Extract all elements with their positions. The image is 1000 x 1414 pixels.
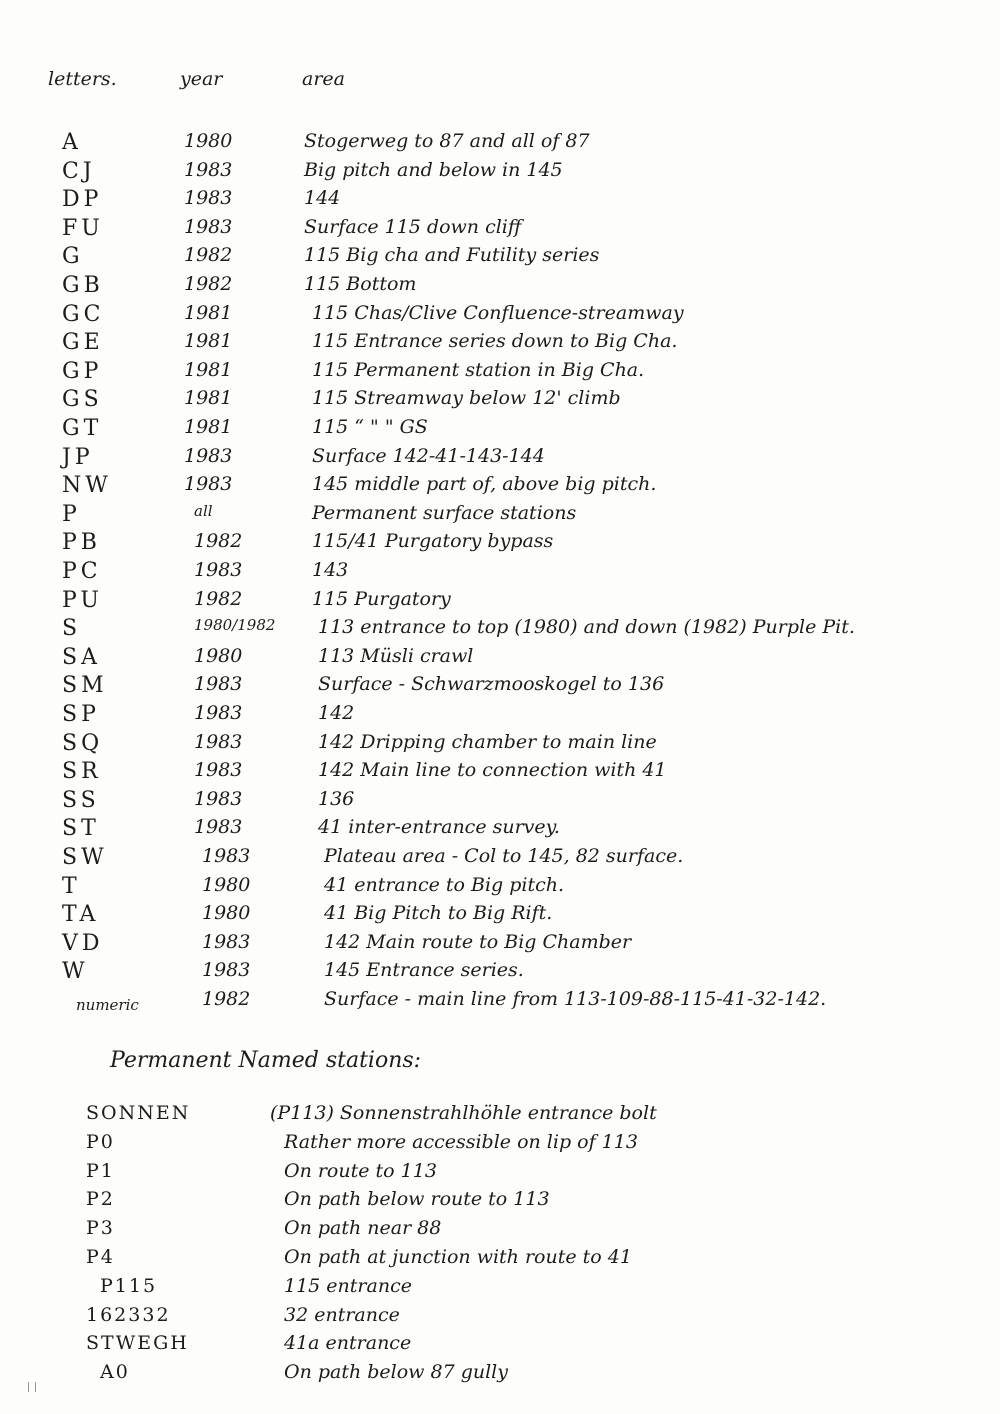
row-letters: SS	[62, 787, 100, 813]
row-area: 136	[318, 787, 355, 810]
station-name: P0	[86, 1130, 115, 1153]
table-row	[0, 759, 1000, 787]
list-item	[0, 1332, 1000, 1360]
table-row	[0, 330, 1000, 358]
row-area: 113 entrance to top (1980) and down (1982) Purple Pit.	[318, 616, 855, 639]
row-letters: W	[62, 959, 89, 985]
station-description: On path below route to 113	[284, 1188, 550, 1211]
row-area: 115 Chas/Clive Confluence-streamway	[312, 301, 684, 324]
row-letters: SA	[62, 644, 101, 670]
table-row	[0, 874, 1000, 902]
station-name: P3	[86, 1217, 115, 1240]
row-year: 1983	[202, 845, 251, 867]
row-year: 1983	[184, 187, 233, 210]
row-area: Plateau area - Col to 145, 82 surface.	[324, 845, 684, 867]
row-letters: GB	[62, 273, 104, 298]
row-year: 1983	[184, 158, 233, 181]
row-area: 144	[304, 187, 341, 210]
table-row	[0, 845, 1000, 873]
table-row	[0, 159, 1000, 187]
row-year: 1980	[202, 902, 251, 925]
row-letters: VD	[62, 930, 104, 956]
station-description: On path near 88	[284, 1217, 442, 1240]
table-row	[0, 445, 1000, 473]
station-name: SONNEN	[86, 1102, 191, 1124]
row-letters: JP	[62, 444, 94, 470]
station-name: 162332	[86, 1303, 171, 1326]
row-year: all	[194, 501, 213, 520]
table-row	[0, 988, 1000, 1016]
table-row	[0, 244, 1000, 272]
row-area: 115/41 Purgatory bypass	[312, 530, 554, 553]
row-letters: SQ	[62, 730, 104, 756]
row-area: Permanent surface stations	[312, 501, 577, 524]
row-letters: ST	[62, 816, 100, 842]
row-year: 1983	[194, 730, 243, 753]
row-area: 145 Entrance series.	[324, 959, 524, 982]
row-letters: SP	[62, 702, 100, 727]
row-year: 1980/1982	[194, 616, 276, 635]
table-row	[0, 130, 1000, 158]
list-item	[0, 1361, 1000, 1389]
station-description: Rather more accessible on lip of 113	[284, 1130, 638, 1153]
list-item	[0, 1160, 1000, 1188]
row-area: 41 Big Pitch to Big Rift.	[324, 902, 553, 925]
list-item	[0, 1246, 1000, 1274]
row-area: 115 Bottom	[304, 273, 417, 295]
list-item	[0, 1304, 1000, 1332]
row-letters: FU	[62, 215, 104, 241]
table-row	[0, 359, 1000, 387]
station-description: On path below 87 gully	[284, 1361, 508, 1384]
row-letters: GP	[62, 358, 103, 384]
row-area: 115 “ " " GS	[312, 416, 428, 438]
station-description: 41a entrance	[284, 1332, 412, 1355]
table-row	[0, 588, 1000, 616]
row-letters: SM	[62, 673, 108, 699]
table-row	[0, 530, 1000, 558]
row-year: 1983	[194, 816, 243, 839]
row-year: 1981	[184, 387, 233, 410]
list-item	[0, 1217, 1000, 1245]
row-letters: GT	[62, 416, 103, 441]
row-area: 142 Dripping chamber to main line	[318, 730, 657, 753]
list-item	[0, 1102, 1000, 1130]
row-area: 142 Main line to connection with 41	[318, 759, 667, 782]
row-letters: GE	[62, 330, 104, 356]
row-letters: A	[62, 130, 82, 155]
row-letters: numeric	[76, 996, 139, 1014]
row-area: Big pitch and below in 145	[304, 158, 563, 181]
row-area: Surface - main line from 113-109-88-115-41-32-142.	[324, 988, 827, 1010]
table-row	[0, 673, 1000, 701]
list-item	[0, 1188, 1000, 1216]
row-letters: DP	[62, 187, 103, 213]
table-row	[0, 187, 1000, 215]
station-description: On route to 113	[284, 1159, 437, 1182]
row-letters: CJ	[62, 158, 96, 184]
row-letters: SW	[62, 845, 108, 870]
row-letters: PC	[62, 559, 102, 584]
row-year: 1980	[184, 130, 233, 152]
row-area: 142	[318, 702, 355, 724]
table-row	[0, 931, 1000, 959]
station-description: 115 entrance	[284, 1274, 412, 1297]
table-row	[0, 302, 1000, 330]
row-letters: T	[62, 873, 81, 899]
row-year: 1983	[194, 787, 243, 810]
list-item	[0, 1131, 1000, 1159]
row-year: 1982	[194, 530, 243, 553]
row-year: 1983	[194, 559, 243, 581]
row-year: 1981	[184, 416, 233, 438]
row-year: 1980	[202, 873, 251, 896]
row-year: 1980	[194, 644, 243, 667]
row-year: 1983	[194, 759, 243, 782]
table-row	[0, 502, 1000, 530]
row-letters: SR	[62, 759, 102, 785]
station-description: (P113) Sonnenstrahlhöhle entrance bolt	[270, 1102, 657, 1124]
row-year: 1983	[202, 959, 251, 982]
row-area: Surface 142-41-143-144	[312, 444, 545, 467]
row-letters: S	[62, 616, 82, 642]
row-year: 1981	[184, 330, 233, 353]
row-year: 1983	[194, 673, 243, 696]
table-row	[0, 788, 1000, 816]
row-area: 142 Main route to Big Chamber	[324, 930, 632, 953]
station-name: A0	[100, 1361, 130, 1384]
row-area: 41 inter-entrance survey.	[318, 816, 560, 839]
row-letters: GC	[62, 301, 105, 327]
table-header	[0, 68, 1000, 98]
row-year: 1981	[184, 358, 233, 381]
row-year: 1982	[202, 988, 251, 1010]
row-area: 115 Big cha and Futility series	[304, 244, 600, 267]
table-row	[0, 816, 1000, 844]
row-letters: PB	[62, 530, 101, 556]
row-letters: GS	[62, 387, 103, 413]
row-letters: PU	[62, 587, 103, 613]
list-item	[0, 1275, 1000, 1303]
table-row	[0, 902, 1000, 930]
table-row	[0, 559, 1000, 587]
header-letters: letters.	[48, 68, 117, 90]
permanent-stations-title: Permanent Named stations:	[110, 1048, 422, 1073]
station-description: On path at junction with route to 41	[284, 1246, 632, 1268]
row-area: 41 entrance to Big pitch.	[324, 873, 565, 896]
row-year: 1983	[194, 702, 243, 724]
table-row	[0, 473, 1000, 501]
table-row	[0, 273, 1000, 301]
row-year: 1981	[184, 301, 233, 324]
row-area: 115 Entrance series down to Big Cha.	[312, 330, 678, 353]
row-area: 143	[312, 559, 349, 581]
station-name: P1	[86, 1159, 115, 1182]
header-area: area	[302, 68, 345, 90]
row-year: 1983	[184, 215, 233, 238]
row-area: 113 Müsli crawl	[318, 644, 474, 667]
row-year: 1982	[184, 273, 233, 295]
header-year: year	[180, 68, 223, 90]
table-row	[0, 702, 1000, 730]
row-letters: NW	[62, 473, 112, 499]
row-letters: TA	[62, 902, 100, 928]
row-area: Surface 115 down cliff	[304, 215, 522, 238]
row-year: 1982	[184, 244, 233, 267]
row-year: 1982	[194, 587, 243, 610]
row-year: 1983	[202, 930, 251, 953]
row-letters: G	[62, 244, 84, 270]
row-area: 115 Streamway below 12' climb	[312, 387, 621, 410]
margin-mark	[28, 1382, 36, 1392]
row-year: 1983	[184, 444, 233, 467]
table-row	[0, 416, 1000, 444]
table-row	[0, 731, 1000, 759]
row-area: 115 Permanent station in Big Cha.	[312, 358, 645, 381]
row-letters: P	[62, 501, 81, 527]
row-area: 145 middle part of, above big pitch.	[312, 473, 657, 496]
row-area: Stogerweg to 87 and all of 87	[304, 130, 590, 152]
table-row	[0, 387, 1000, 415]
station-name: STWEGH	[86, 1332, 189, 1355]
station-name: P2	[86, 1188, 115, 1211]
station-description: 32 entrance	[284, 1303, 400, 1326]
table-row	[0, 616, 1000, 644]
table-row	[0, 216, 1000, 244]
station-name: P4	[86, 1246, 115, 1268]
row-area: Surface - Schwarzmooskogel to 136	[318, 673, 665, 696]
table-row	[0, 959, 1000, 987]
row-area: 115 Purgatory	[312, 587, 451, 610]
station-name: P115	[100, 1274, 158, 1297]
row-year: 1983	[184, 473, 233, 496]
table-row	[0, 645, 1000, 673]
